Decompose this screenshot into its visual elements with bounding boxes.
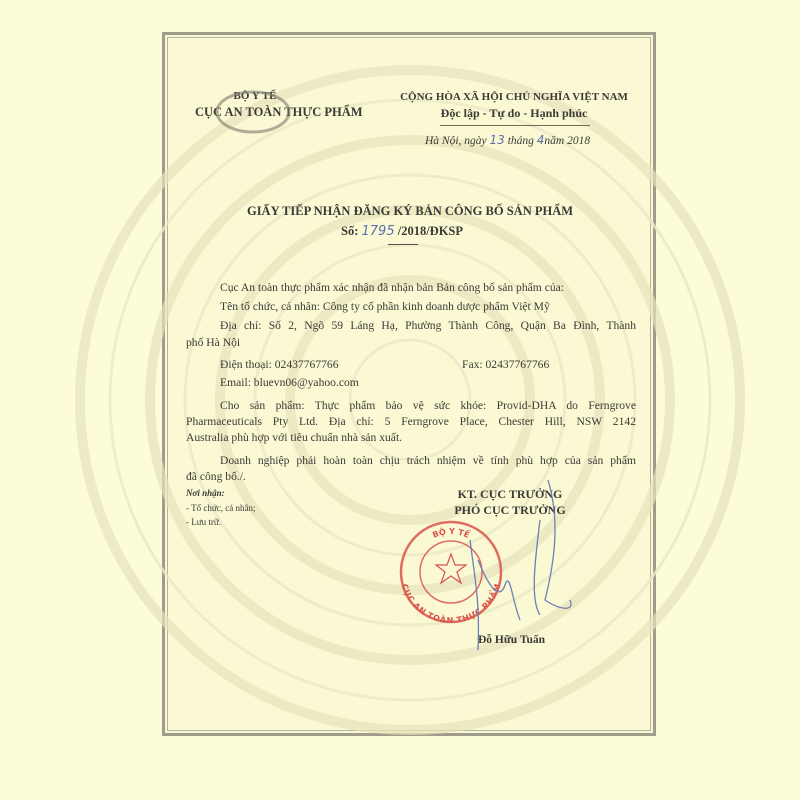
handwritten-number: 1795 — [361, 224, 395, 239]
number-label: Số: — [341, 224, 359, 238]
product-line-1: Cho sản phẩm: Thực phẩm bảo vệ sức khỏe: Provid-DHA do Ferngrove — [220, 399, 636, 412]
responsibility-line-2: đã công bố./. — [186, 470, 246, 483]
fax-text: Fax: 02437767766 — [462, 358, 550, 371]
agency-name: CỤC AN TOÀN THỰC PHẨM — [195, 105, 363, 119]
national-motto: Độc lập - Tự do - Hạnh phúc — [440, 106, 588, 120]
document-title: GIẤY TIẾP NHẬN ĐĂNG KÝ BẢN CÔNG BỐ SẢN PHẨM — [246, 204, 574, 218]
month-label: tháng — [507, 135, 534, 147]
title-rule — [388, 244, 418, 245]
product-line-2: Pharmaceuticals Pty Ltd. Địa chỉ: 5 Ferngrove Place, Chester Hill, NSW 2142 — [186, 415, 636, 428]
intro-text: Cục An toàn thực phẩm xác nhận đã nhận bản Bản công bố sản phẩm của: — [220, 281, 565, 294]
stamp-top-text: BỘ Y TẾ — [431, 526, 471, 540]
signature-title-2: PHÓ CỤC TRƯỞNG — [454, 503, 566, 517]
signature-title-1: KT. CỤC TRƯỞNG — [457, 487, 563, 501]
year-label: năm 2018 — [544, 135, 591, 147]
product-line-3: Australia phù hợp với tiêu chuẩn nhà sản xuất. — [186, 431, 403, 444]
handwritten-month: 4 — [536, 133, 545, 147]
ministry-name: BỘ Y TẾ — [233, 90, 277, 102]
date-prefix: Hà Nội, ngày — [425, 135, 487, 147]
email-text: Email: bluevn06@yahoo.com — [220, 376, 359, 389]
stamp-bottom-text: CỤC AN TOÀN THỰC PHẨM — [400, 582, 502, 625]
address-line-1: Địa chỉ: Số 2, Ngõ 59 Láng Hạ, Phường Thành Công, Quận Ba Đình, Thành — [220, 319, 636, 332]
signer-name: Đỗ Hữu Tuấn — [478, 634, 545, 646]
number-suffix: /2018/ĐKSP — [397, 224, 464, 238]
recipients-label: Nơi nhận: — [186, 488, 225, 498]
document-number — [341, 224, 463, 239]
handwritten-day: 13 — [489, 133, 505, 147]
country-name: CỘNG HÒA XÃ HỘI CHỦ NGHĨA VIỆT NAM — [400, 91, 628, 103]
recipient-item: - Lưu trữ. — [186, 517, 221, 527]
issue-date — [425, 133, 590, 147]
motto-underline — [440, 125, 590, 126]
phone-text: Điện thoại: 02437767766 — [220, 358, 339, 371]
address-line-2: phố Hà Nội — [186, 336, 241, 349]
responsibility-line-1: Doanh nghiệp phải hoàn toàn chịu trách nhiệm về tính phù hợp của sản phẩm — [220, 454, 636, 467]
recipient-item: - Tổ chức, cá nhân; — [186, 503, 256, 513]
organization-text: Tên tổ chức, cá nhân: Công ty cổ phần kinh doanh dược phẩm Việt Mỹ — [220, 300, 550, 313]
